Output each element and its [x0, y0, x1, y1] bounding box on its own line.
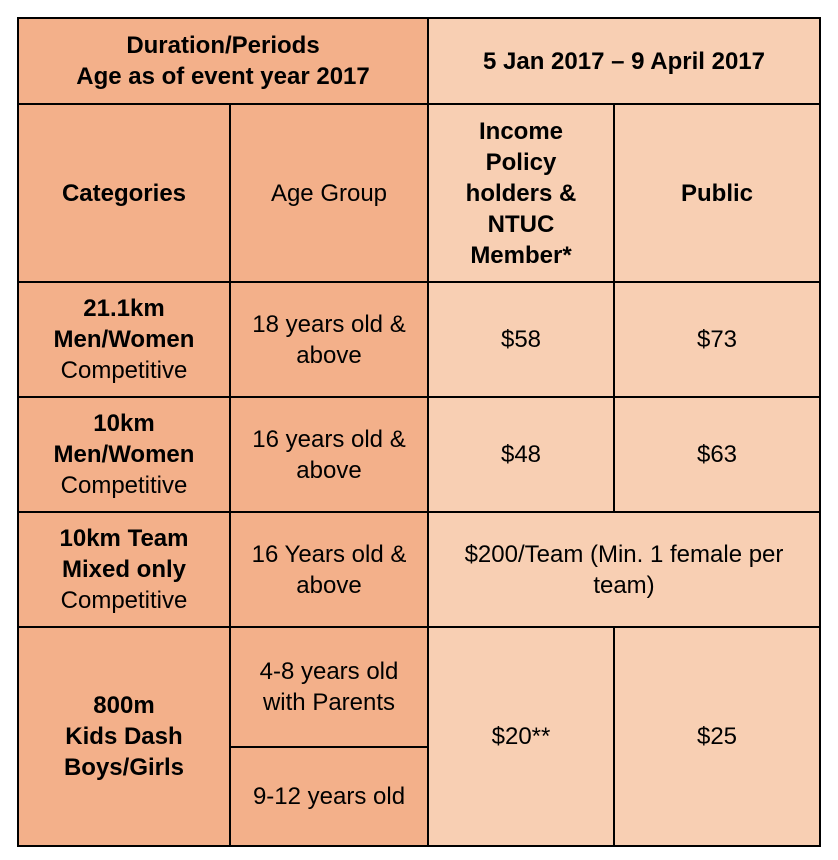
hline-row1	[17, 281, 821, 283]
hline-header	[17, 103, 821, 105]
age-basis-label: Age as of event year 2017	[76, 63, 370, 90]
header-period-cell	[428, 18, 820, 104]
row1-member-price: $58	[428, 282, 614, 397]
row2-public-price: $63	[614, 397, 820, 512]
duration-label: Duration/Periods	[126, 32, 320, 59]
row3-age: 16 Years old & above	[230, 512, 428, 627]
vline-cat	[229, 103, 231, 847]
row4-public-price: $25	[614, 627, 820, 846]
col-header-categories: Categories	[18, 104, 230, 282]
table-border-bottom	[17, 845, 821, 847]
row1-category: 21.1km Men/Women Competitive	[18, 282, 230, 397]
hline-kids-split	[230, 746, 428, 748]
header-duration-cell	[18, 18, 428, 104]
col-header-public: Public	[614, 104, 820, 282]
vline-member-lower	[613, 626, 615, 847]
col-header-member: Income Policy holders & NTUC Member*	[428, 104, 614, 282]
row3-team-price: $200/Team (Min. 1 female per team)	[428, 512, 820, 627]
vline-age	[427, 17, 429, 847]
vline-member-upper	[613, 103, 615, 512]
row4-member-price: $20**	[428, 627, 614, 846]
row4-age-a: 4-8 years old with Parents	[230, 627, 428, 747]
hline-row4	[17, 626, 821, 628]
hline-row2	[17, 396, 821, 398]
period-label: 5 Jan 2017 – 9 April 2017	[483, 47, 765, 75]
row3-category: 10km Team Mixed only Competitive	[18, 512, 230, 627]
row2-category: 10km Men/Women Competitive	[18, 397, 230, 512]
row1-age: 18 years old & above	[230, 282, 428, 397]
col-header-age-group: Age Group	[230, 104, 428, 282]
row2-member-price: $48	[428, 397, 614, 512]
hline-row3	[17, 511, 821, 513]
row4-age-b: 9-12 years old	[230, 747, 428, 846]
table-border-left	[17, 17, 19, 847]
row4-category: 800m Kids Dash Boys/Girls	[18, 627, 230, 846]
row2-age: 16 years old & above	[230, 397, 428, 512]
table-border-top	[17, 17, 821, 19]
table-border-right	[819, 17, 821, 847]
row1-public-price: $73	[614, 282, 820, 397]
